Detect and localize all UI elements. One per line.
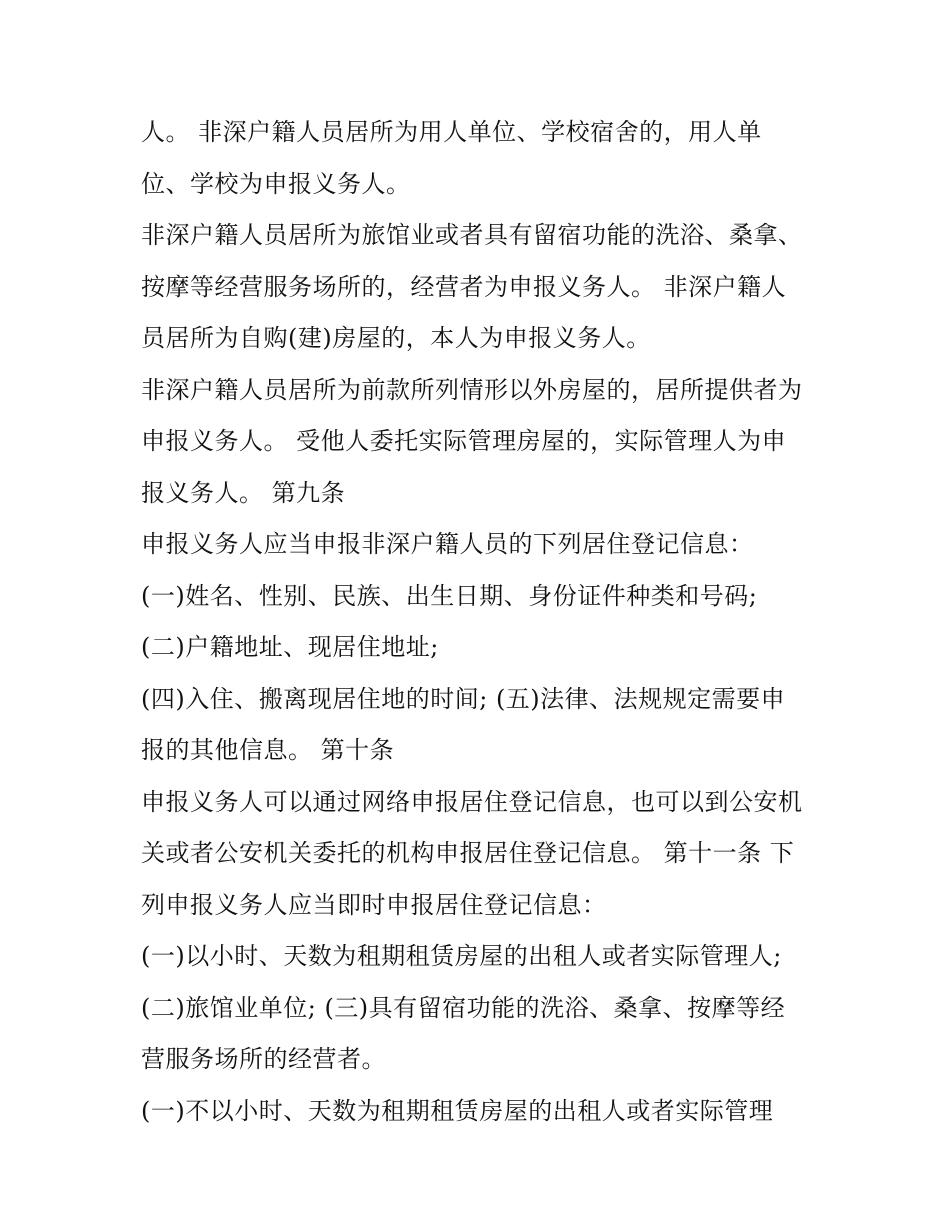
text-line: 按摩等经营服务场所的，经营者为申报义务人。 非深户籍人 bbox=[141, 272, 787, 301]
text-line: (一)以小时、天数为租期租赁房屋的出租人或者实际管理人; bbox=[141, 942, 782, 970]
text-line: (四)入住、搬离现居住地的时间; (五)法律、法规规定需要申 bbox=[141, 684, 786, 713]
text-line: (二)户籍地址、现居住地址; bbox=[141, 633, 439, 661]
text-line: 报义务人。 第九条 bbox=[141, 478, 346, 507]
text-line: 非深户籍人员居所为旅馆业或者具有留宿功能的洗浴、桑拿、 bbox=[141, 221, 803, 249]
text-line: 申报义务人可以通过网络申报居住登记信息，也可以到公安机 bbox=[141, 787, 803, 816]
text-line: 员居所为自购(建)房屋的，本人为申报义务人。 bbox=[141, 324, 651, 352]
text-line: 营服务场所的经营者。 bbox=[141, 1045, 386, 1073]
text-line: 非深户籍人员居所为前款所列情形以外房屋的，居所提供者为 bbox=[141, 375, 803, 404]
text-line: 人。 非深户籍人员居所为用人单位、学校宿舍的，用人单 bbox=[141, 118, 762, 146]
text-line: 申报义务人。 受他人委托实际管理房屋的，实际管理人为申 bbox=[141, 427, 787, 455]
text-line: 报的其他信息。 第十条 bbox=[141, 736, 395, 764]
text-line: (二)旅馆业单位; (三)具有留宿功能的洗浴、桑拿、按摩等经 bbox=[141, 993, 786, 1022]
document-body bbox=[141, 107, 831, 1137]
text-line: (一)不以小时、天数为租期租赁房屋的出租人或者实际管理 bbox=[141, 1096, 774, 1125]
text-line: 关或者公安机关委托的机构申报居住登记信息。 第十一条 下 bbox=[141, 839, 795, 867]
text-line: 申报义务人应当申报非深户籍人员的下列居住登记信息： bbox=[141, 530, 754, 558]
text-line: (一)姓名、性别、民族、出生日期、身份证件种类和号码; bbox=[141, 581, 758, 610]
text-line: 列申报义务人应当即时申报居住登记信息： bbox=[141, 890, 607, 919]
text-line: 位、学校为申报义务人。 bbox=[141, 169, 411, 198]
